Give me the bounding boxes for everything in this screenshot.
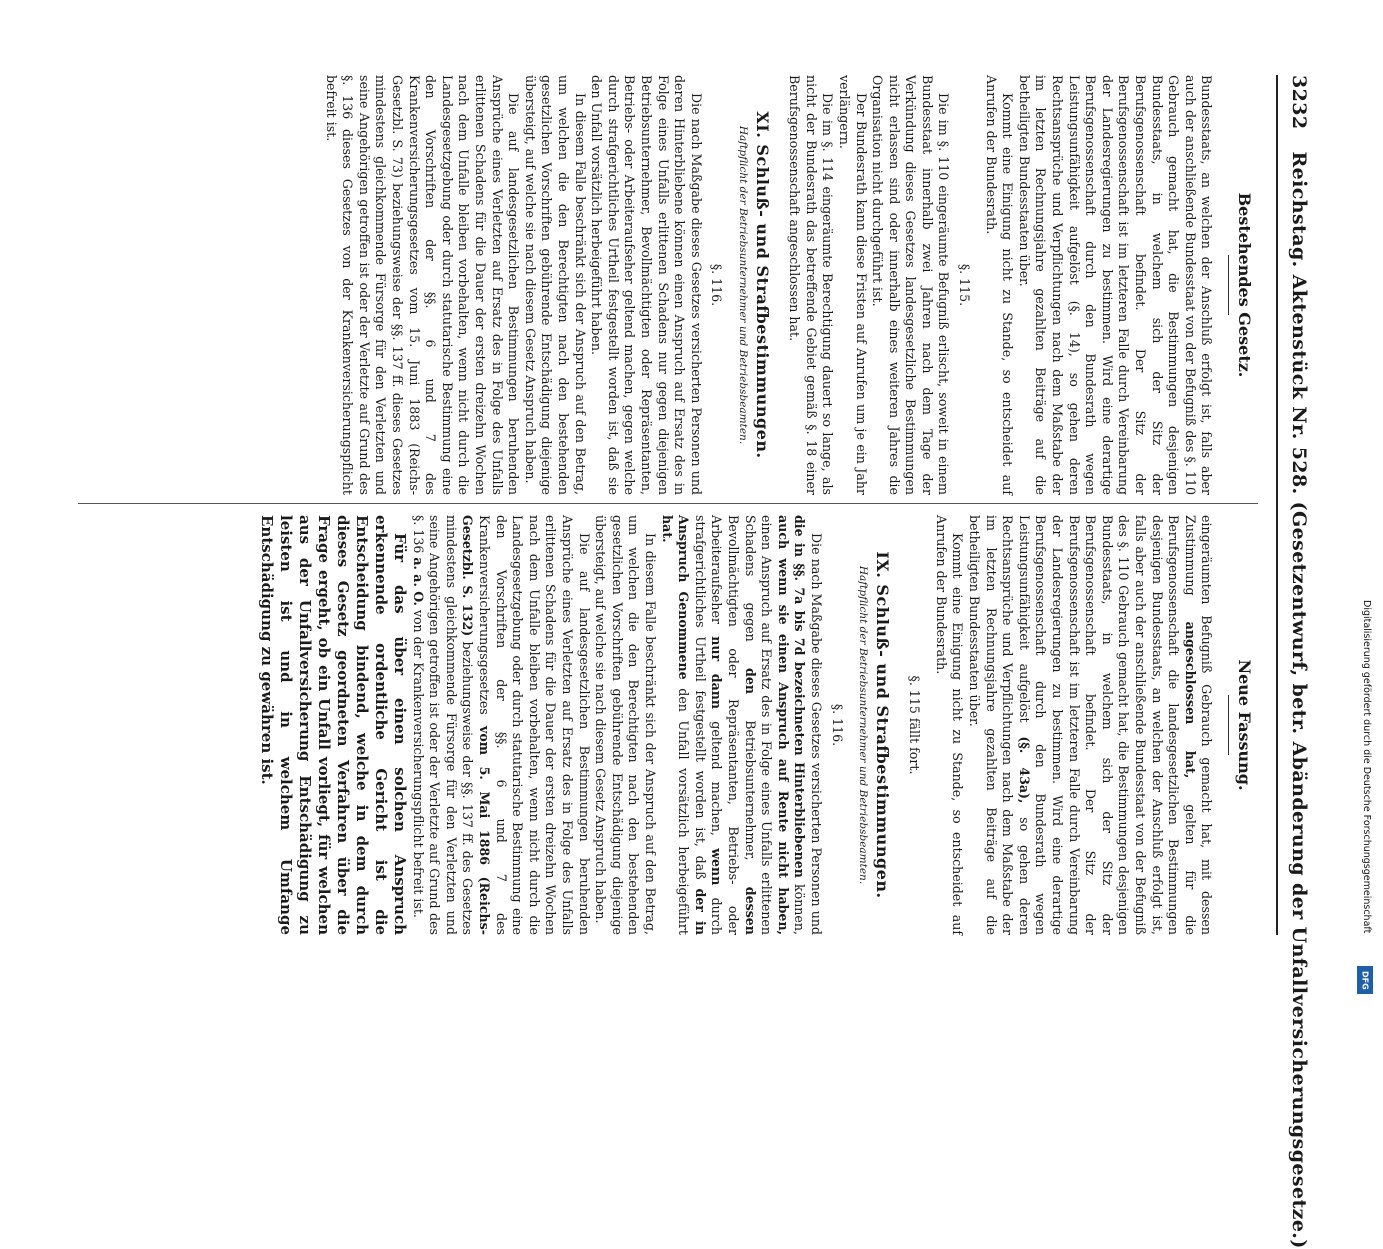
text-run: können, — [792, 883, 808, 935]
column-divider — [78, 503, 1258, 504]
bold-text-run: dessen — [742, 886, 758, 935]
bold-text-run: (§. 43a), — [1016, 736, 1032, 804]
text-run: einen Anspruch auf Ersatz des in Folge eines Unfalls erlittenen Schadens gegen — [742, 515, 775, 935]
new-version-column — [257, 515, 1252, 935]
bold-text-run: den — [742, 668, 758, 695]
bold-text-run: auch wenn sie einen Anspruch auf Rente nicht haben, — [775, 515, 791, 935]
section-xi-heading: XI. Schluß- und Strafbestimmungen. — [752, 111, 772, 459]
existing-law-title: Bestehendes Gesetz. — [1235, 192, 1254, 378]
new-final-bold-block — [257, 515, 409, 935]
text-run: gelten für die Berufsgenossenschaft die landesgesetzlichen Bestimmungen desjenigen Bundesstaats, an welchen der Anschluß erfolgt ist, falls aber auch der anschließende Bundesstaat von der Befugniß des §. 110 Gebrauch gemacht hat, die Bestimmungen desjenigen Bundesstaats, in welchem sich der Sitz der Berufsgenossenschaft befindet. Der Sitz der Berufsgenossenschaft ist im letzteren Falle durch Vereinbarung der Landesregierungen zu bestimmen. Wird eine derartige Berufsgenossenschaft durch den Bundesrath wegen Leistungsunfähigkeit aufgelöst — [1016, 515, 1198, 935]
paragraph-116-text-b: In diesem Falle beschränkt sich der Anspruch auf den Betrag, um welchen die den Berechtigten nach den bestehenden gesetzlichen Vorschriften gebührende Entschädigung diejenige übersteigt, auf welche sie nach diesem Gesetz Anspruch haben. — [522, 75, 588, 495]
bold-text-run: nur dann — [709, 636, 725, 710]
new-paragraph-116-text-a — [658, 515, 824, 935]
page-header — [1280, 75, 1310, 1249]
header-title: Reichstag. Aktenstück Nr. 528. (Gesetzentwurf, betr. Abänderung der Unfallversicherungsgesetze.) — [1288, 151, 1310, 1249]
footer-credit-strip — [1354, 600, 1376, 995]
title-rule — [1228, 255, 1229, 315]
existing-intro-2: Kommt eine Einigung nicht zu Stande, so entscheidet auf Anrufen der Bundesrath. — [983, 75, 1016, 495]
text-run: Die auf landesgesetzlichen Bestimmungen beruhenden Ansprüche eines Verletzten auf Ersatz des in Folge des Unfalls erlittenen Schadens für die Dauer der ersten dreizehn Wochen nach dem Unfalle bleiben vorbehalten, wenn nicht durch die Landesgesetzgebung oder durch statutarische Bestimmung eine den Vorschriften der §§. 6 und 7 des Krankenversicherungsgesetzes — [477, 515, 592, 935]
text-run: geltend machen, — [709, 721, 725, 836]
text-run: von der Krankenversicherungspflicht befreit ist. — [410, 609, 426, 918]
new-version-title: Neue Fassung. — [1235, 659, 1254, 791]
new-paragraph-116-text-b: In diesem Falle beschränkt sich der Anspruch auf den Betrag, um welchen die den Berechtigten nach den bestehenden gesetzlichen Vorschriften gebührende Entschädigung diejenige übersteigt, auf welche sie nach diesem Gesetz Anspruch haben. — [593, 515, 658, 935]
bold-text-run: hat. — [659, 515, 675, 543]
new-intro-2: Kommt eine Einigung nicht zu Stande, so entscheidet auf Anrufen der Bundesrath. — [933, 515, 966, 935]
bold-text-run: angeschlossen hat, — [1182, 621, 1198, 779]
text-run: eingeräumten Befugniß Gebrauch gemacht hat, mit dessen Zustimmung — [1182, 515, 1215, 935]
paragraph-115-text-b: Der Bundesrath kann diese Fristen auf Anrufen um je ein Jahr verlängern. — [836, 75, 869, 495]
new-final-bold-paragraph: Für das über einen solchen Anspruch erkennende ordentliche Gericht ist die Entscheidung bindend, welche in dem durch dieses Gesetz geordneten Verfahren über die Frage ergeht, ob ein Unfall vorliegt, für welchen aus der Unfallversicherung Entschädigung zu leisten ist und in welchem Umfange Entschädigung zu gewähren ist. — [258, 515, 410, 935]
new-paragraph-116-text-c — [409, 515, 592, 935]
existing-intro: Bundesstaats, an welchen der Anschluß erfolgt ist, falls aber auch der anschließende Bundesstaat von der Befugniß des §. 110 Gebrauch gemacht hat, die Bestimmungen desjenigen Bundesstaats, in welchem sich der Sitz der Berufsgenossenschaft befindet. Der Sitz der Berufsgenossenschaft ist im letzteren Falle durch Vereinbarung der Landesregierungen zu bestimmen. Wird eine derartige Berufsgenossenschaft durch den Bundesrath wegen Leistungsunfähigkeit aufgelöst (§. 14), so gehen deren Rechtsansprüche und Verpflichtungen nach dem Maßstabe der im letzten Rechnungsjahre gezahlten Beiträge auf die betheiligten Bundesstaaten über. — [1016, 75, 1215, 495]
paragraph-116-heading: §. 116. — [709, 263, 725, 307]
title-rule — [1228, 695, 1229, 755]
existing-law-column — [322, 75, 1252, 495]
bold-text-run: a. a. O. — [410, 557, 426, 606]
paragraph-115-removed: §. 115 fällt fort. — [907, 675, 923, 775]
text-run: beziehungsweise der §§. 137 ff. des Gesetzes mindestens gleichkommende Fürsorge für den Verletzten und seine Angehörigen getroffen ist oder der Verletzte auf Grund des §. 136 — [410, 515, 476, 935]
paragraph-115-text-c: Die im §. 114 eingeräumte Berechtigung dauert so lange, als nicht der Bundesrath das betreffende Gebiet gemäß §. 18 einer Berufsgenossenschaft angeschlossen hat. — [787, 75, 836, 495]
bold-text-run: der in Anspruch Genommene — [676, 515, 708, 935]
bold-text-run: wenn — [709, 848, 725, 886]
paragraph-116-text-c: Die auf landesgesetzlichen Bestimmungen beruhenden Ansprüche eines Verletzten auf Ersatz des in Folge des Unfalls erlittenen Schadens für die Dauer der ersten dreizehn Wochen nach dem Unfalle bleiben vorbehalten, wenn nicht durch die Landesgesetzgebung oder durch statutarische Bestimmung eine den Vorschriften der §§. 6 und 7 des Krankenversicherungsgesetzes vom 15. Juni 1883 (Reichs-Gesetzbl. S. 73) beziehungsweise der §§. 137 ff. dieses Gesetzes mindestens gleichkommende Fürsorge für den Verletzten und seine Angehörigen getroffen ist oder der Verletzte auf Grund des §. 136 dieses Gesetzes von der Krankenversicherungspflicht befreit ist. — [323, 75, 522, 495]
new-paragraph-116-heading: §. 116. — [829, 703, 845, 747]
bold-text-run: vom 5. Mai 1886 (Reichs-Gesetzbl. S. 132) — [460, 515, 493, 935]
text-run: Bevollmächtigten oder Repräsentanten, Betriebs- oder Arbeiteraufseher — [709, 515, 741, 935]
text-run: durch strafgerichtliches Urtheil festgestellt worden ist, daß — [692, 515, 725, 935]
section-xi-subheading: Haftpflicht der Betriebsunternehmer und Betriebsbeamten. — [736, 125, 749, 445]
text-run: Die nach Maßgabe dieses Gesetzes versicherten Personen und — [808, 533, 824, 935]
digitization-credit: Digitalisierung gefördert durch die Deutsche Forschungsgemeinschaft — [1361, 600, 1372, 934]
new-intro — [966, 515, 1215, 935]
rotated-page — [70, 75, 1310, 1249]
dfg-logo: DFG — [1357, 966, 1373, 994]
paragraph-115-text-a: Die im §. 110 eingeräumte Befugniß erlischt, soweit in einem Bundesstaat innerhalb zwei Jahren nach dem Tage der Verkündung dieses Gesetzes landesgesetzliche Bestimmungen nicht erlassen sind oder innerhalb eines weiteren Jahres die Organisation nicht durchgeführt ist. — [870, 75, 952, 495]
header-rule — [1276, 75, 1278, 935]
page-number: 3232 — [1288, 75, 1310, 130]
text-run: so gehen deren Rechtsansprüche und Verpflichtungen nach dem Maßstabe der im letzten Rechnungsjahre gezahlten Beiträge auf die betheiligten Bundesstaaten über. — [967, 515, 1032, 935]
text-run: Betriebsunternehmer, — [742, 720, 758, 861]
text-run: den Unfall vorsätzlich herbeigeführt — [676, 688, 692, 935]
paragraph-116-text-a: Die nach Maßgabe dieses Gesetzes versicherten Personen und deren Hinterbliebene können einen Anspruch auf Ersatz des in Folge eines Unfalls erlittenen Schadens nur gegen diejenigen Betriebsunternehmer, Bevollmächtigten oder Repräsentanten, Betriebs- oder Arbeiteraufseher geltend machen, gegen welche durch strafgerichtliches Urtheil festgestellt worden ist, daß sie den Unfall vorsätzlich herbeigeführt haben. — [589, 75, 704, 495]
bold-text-run: die in §§. 7a bis 7d bezeichneten Hinterbliebenen — [792, 515, 808, 878]
section-ix-subheading: Haftpflicht der Betriebsunternehmer und Betriebsbeamten. — [857, 565, 870, 885]
section-ix-heading: IX. Schluß- und Strafbestimmungen. — [872, 551, 892, 899]
paragraph-115-heading: §. 115. — [957, 263, 973, 307]
